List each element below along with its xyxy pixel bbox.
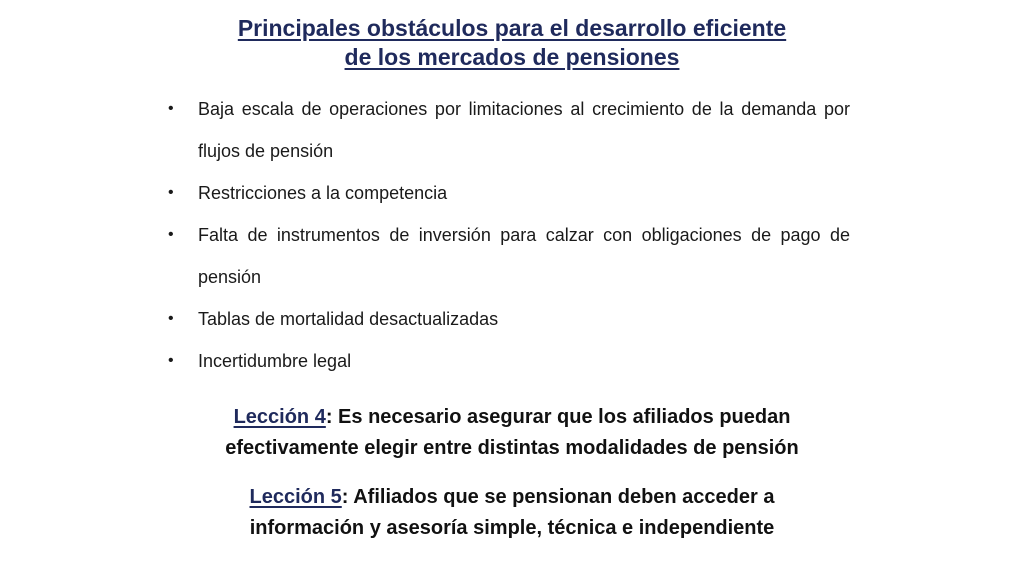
bullet-icon: • bbox=[168, 226, 174, 243]
bullet-icon: • bbox=[168, 184, 174, 201]
lesson-4-line-2: efectivamente elegir entre distintas modalidades de pensión bbox=[225, 437, 799, 459]
title-line-1: Principales obstáculos para el desarrollo eficiente bbox=[237, 15, 787, 41]
list-item bbox=[166, 298, 850, 340]
list-item-text: Falta de instrumentos de inversión para calzar con obligaciones de pago de pensión bbox=[198, 225, 850, 287]
lesson-5-label: Lección 5 bbox=[249, 486, 342, 508]
lesson-4 bbox=[0, 402, 1024, 464]
page-title bbox=[0, 14, 1024, 72]
lesson-4-label: Lección 4 bbox=[233, 406, 326, 428]
list-item-text: Incertidumbre legal bbox=[198, 351, 352, 371]
obstacles-list bbox=[166, 88, 850, 382]
list-item-text: Restricciones a la competencia bbox=[198, 183, 448, 203]
title-line-2: de los mercados de pensiones bbox=[344, 44, 680, 70]
list-item bbox=[166, 214, 850, 298]
bullet-icon: • bbox=[168, 352, 174, 369]
list-item bbox=[166, 172, 850, 214]
list-item-text: Tablas de mortalidad desactualizadas bbox=[198, 309, 499, 329]
lesson-5 bbox=[0, 482, 1024, 544]
lesson-4-text: : Es necesario asegurar que los afiliados puedan bbox=[325, 406, 791, 428]
bullet-icon: • bbox=[168, 310, 174, 327]
list-item bbox=[166, 340, 850, 382]
list-item bbox=[166, 88, 850, 172]
list-item-text: Baja escala de operaciones por limitaciones al crecimiento de la demanda por flujos de pensión bbox=[198, 99, 850, 161]
lesson-5-line-2: información y asesoría simple, técnica e independiente bbox=[249, 517, 775, 539]
lesson-5-text: : Afiliados que se pensionan deben acceder a bbox=[341, 486, 775, 508]
lesson-4-line-1 bbox=[0, 402, 1024, 433]
lesson-5-line-1 bbox=[0, 482, 1024, 513]
bullet-icon: • bbox=[168, 100, 174, 117]
